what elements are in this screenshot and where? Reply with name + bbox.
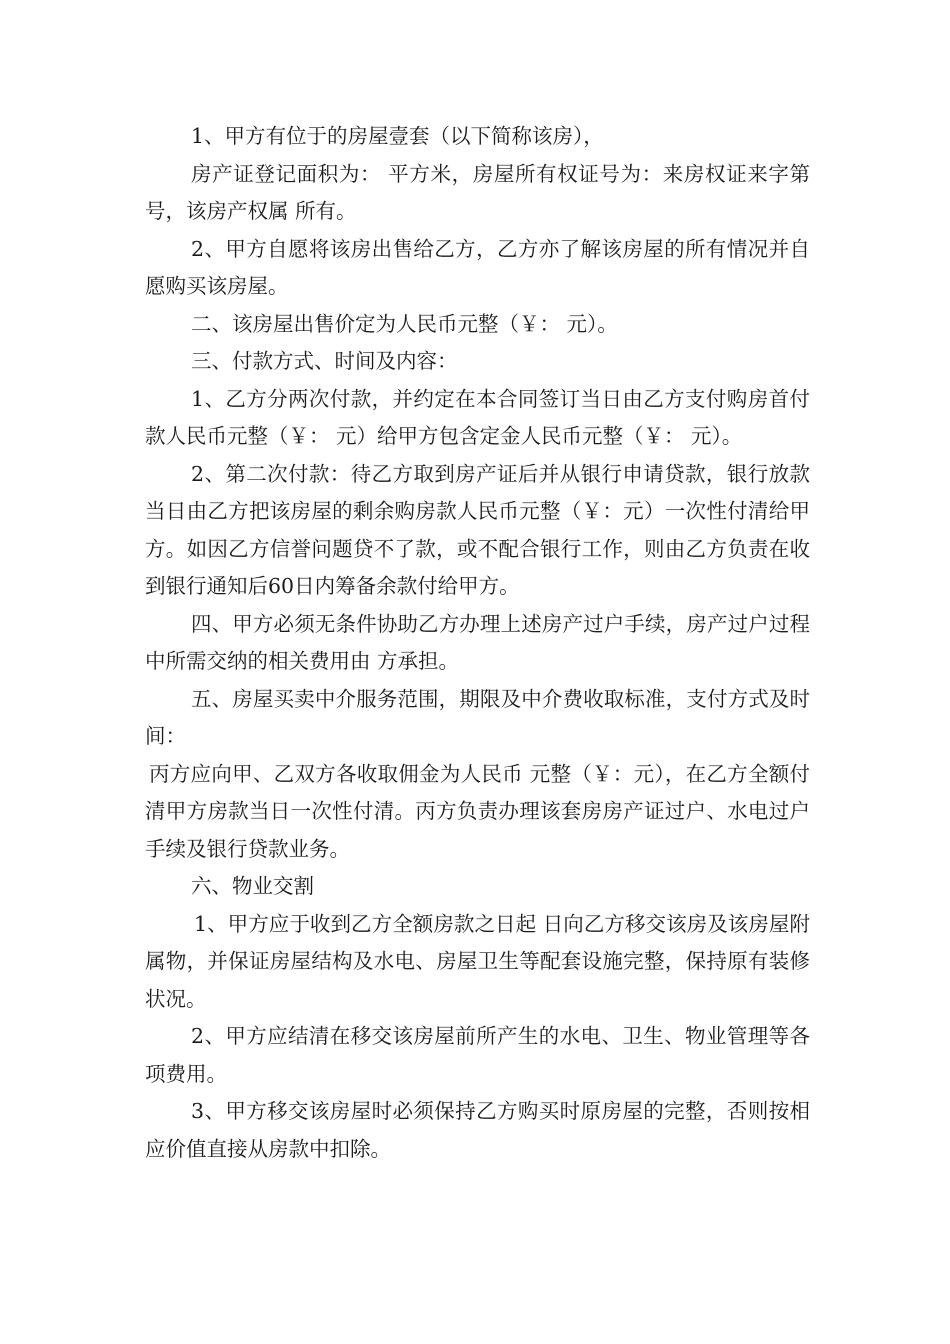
document-body (145, 118, 810, 1168)
paragraph-second-payment: 2、第二次付款：待乙方取到房产证后并从银行申请贷款，银行放款当日由乙方把该房屋的剩余购房款人民币元整（￥：元）一次性付清给甲方。如因乙方信誉问题贷不了款，或不配合银行工作，则由乙方负责在收到银行通知后60日内筹备余款付给甲方。 (145, 461, 810, 598)
paragraph-agency-service: 五、房屋买卖中介服务范围，期限及中介费收取标准，支付方式及时间： (145, 686, 810, 748)
paragraph-fee-settlement: 2、甲方应结清在移交该房屋前所产生的水电、卫生、物业管理等各项费用。 (145, 1024, 810, 1086)
paragraph-property-handover-heading: 六、物业交割 (191, 874, 314, 898)
paragraph-sale-willingness: 2、甲方自愿将该房出售给乙方，乙方亦了解该房屋的所有情况并自愿购买该房屋。 (145, 236, 810, 298)
paragraph-certificate-area: 房产证登记面积为： 平方米，房屋所有权证号为：来房权证来字第 号，该房产权属 所有。 (145, 161, 810, 223)
paragraph-sale-price: 二、该房屋出售价定为人民币元整（￥： 元）。 (191, 311, 618, 336)
paragraph-payment-heading: 三、付款方式、时间及内容： (191, 349, 458, 373)
paragraph-transfer-procedures: 四、甲方必须无条件协助乙方办理上述房产过户手续，房产过户过程中所需交纳的相关费用由 方承担。 (145, 611, 810, 673)
paragraph-house-integrity: 3、甲方移交该房屋时必须保持乙方购买时原房屋的完整，否则按相应价值直接从房款中扣除。 (145, 1099, 810, 1161)
paragraph-house-ownership: 1、甲方有位于的房屋壹套（以下简称该房）， (191, 124, 604, 148)
paragraph-handover-terms: 1、甲方应于收到乙方全额房款之日起 日向乙方移交该房及该房屋附属物，并保证房屋结构及水电、房屋卫生等配套设施完整，保持原有装修状况。 (145, 911, 810, 1011)
paragraph-commission: 丙方应向甲、乙双方各收取佣金为人民币 元整（￥：元），在乙方全额付清甲方房款当日一次性付清。丙方负责办理该套房房产证过户、水电过户手续及银行贷款业务。 (145, 761, 810, 861)
paragraph-first-payment: 1、乙方分两次付款，并约定在本合同签订当日由乙方支付购房首付款人民币元整（￥： 元）给甲方包含定金人民币元整（￥： 元）。 (145, 386, 810, 448)
